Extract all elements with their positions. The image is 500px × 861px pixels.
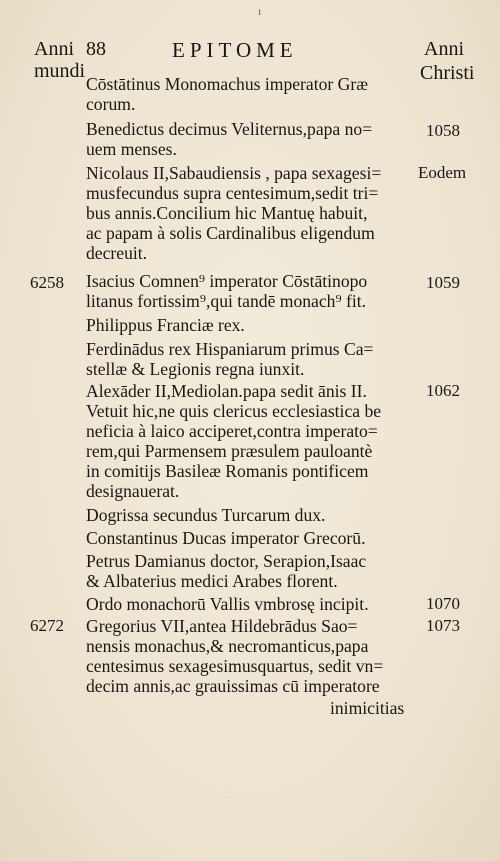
- page-edge-mark: ı: [258, 4, 262, 18]
- text-line: Ferdinādus rex Hispaniarum primus Ca=: [86, 339, 374, 359]
- text-line: & Albaterius medici Arabes florent.: [86, 571, 338, 591]
- text-line: corum.: [86, 94, 136, 114]
- header-christi: Christi: [420, 62, 475, 84]
- text-line: Constantinus Ducas imperator Grecorū.: [86, 528, 366, 548]
- text-line: decreuit.: [86, 243, 148, 263]
- margin-year-mundi: 6258: [30, 273, 64, 292]
- text-line: rem,qui Parmensem præsulem pauloantè: [86, 441, 373, 461]
- text-line: Cōstātinus Monomachus imperator Græ: [86, 74, 368, 94]
- text-line: Vetuit hic,ne quis clericus ecclesiastica be: [86, 401, 382, 421]
- text-line: neficia à laico acciperet,contra imperato=: [86, 421, 378, 441]
- text-line: Isacius Comnen⁹ imperator Cōstātinopo: [86, 271, 368, 291]
- text-line: litanus fortissim⁹,qui tandē monach⁹ fit.: [86, 291, 367, 311]
- margin-year-christi: 1070: [426, 594, 460, 613]
- text-line: ac papam à solis Cardinalibus eligendum: [86, 223, 375, 243]
- text-line: stellæ & Legionis regna iunxit.: [86, 359, 305, 379]
- text-line: nensis monachus,& necromanticus,papa: [86, 636, 369, 656]
- text-line: Alexāder II,Mediolan.papa sedit ānis II.: [86, 381, 367, 401]
- text-line: Ordo monachorū Vallis vmbrosę incipit.: [86, 594, 369, 614]
- running-title: EPITOME: [172, 38, 298, 62]
- text-line: in comitijs Basileæ Romanis pontificem: [86, 461, 369, 481]
- margin-year-mundi: 6272: [30, 616, 64, 635]
- text-line: Petrus Damianus doctor, Serapion,Isaac: [86, 551, 367, 571]
- page-edge-mark: ´: [228, 790, 232, 802]
- text-line: Nicolaus II,Sabaudiensis , papa sexagesi=: [86, 163, 382, 183]
- text-line: Philippus Franciæ rex.: [86, 315, 245, 335]
- text-line: centesimus sexagesimusquartus, sedit vn=: [86, 656, 384, 676]
- header-mundi: mundi: [34, 60, 86, 82]
- margin-year-christi: 1073: [426, 616, 460, 635]
- margin-year-christi: 1058: [426, 121, 460, 140]
- header-anni-left: Anni: [34, 38, 74, 60]
- text-line: uem menses.: [86, 139, 177, 159]
- margin-year-christi: 1062: [426, 381, 460, 400]
- text-line: musfecundus supra centesimum,sedit tri=: [86, 183, 379, 203]
- text-line: Dogrissa secundus Turcarum dux.: [86, 505, 326, 525]
- text-line: designauerat.: [86, 481, 180, 501]
- text-line: decim annis,ac grauissimas cū imperatore: [86, 676, 380, 696]
- catchword-line: inimicitias: [330, 698, 405, 718]
- margin-year-christi: 1059: [426, 273, 460, 292]
- page-number: 88: [86, 38, 106, 60]
- text-line: bus annis.Concilium hic Mantuę habuit,: [86, 203, 368, 223]
- text-line: Benedictus decimus Veliternus,papa no=: [86, 119, 373, 139]
- margin-note-eodem: Eodem: [418, 163, 467, 182]
- text-line: Gregorius VII,antea Hildebrādus Sao=: [86, 616, 358, 636]
- header-anni-right: Anni: [424, 38, 464, 60]
